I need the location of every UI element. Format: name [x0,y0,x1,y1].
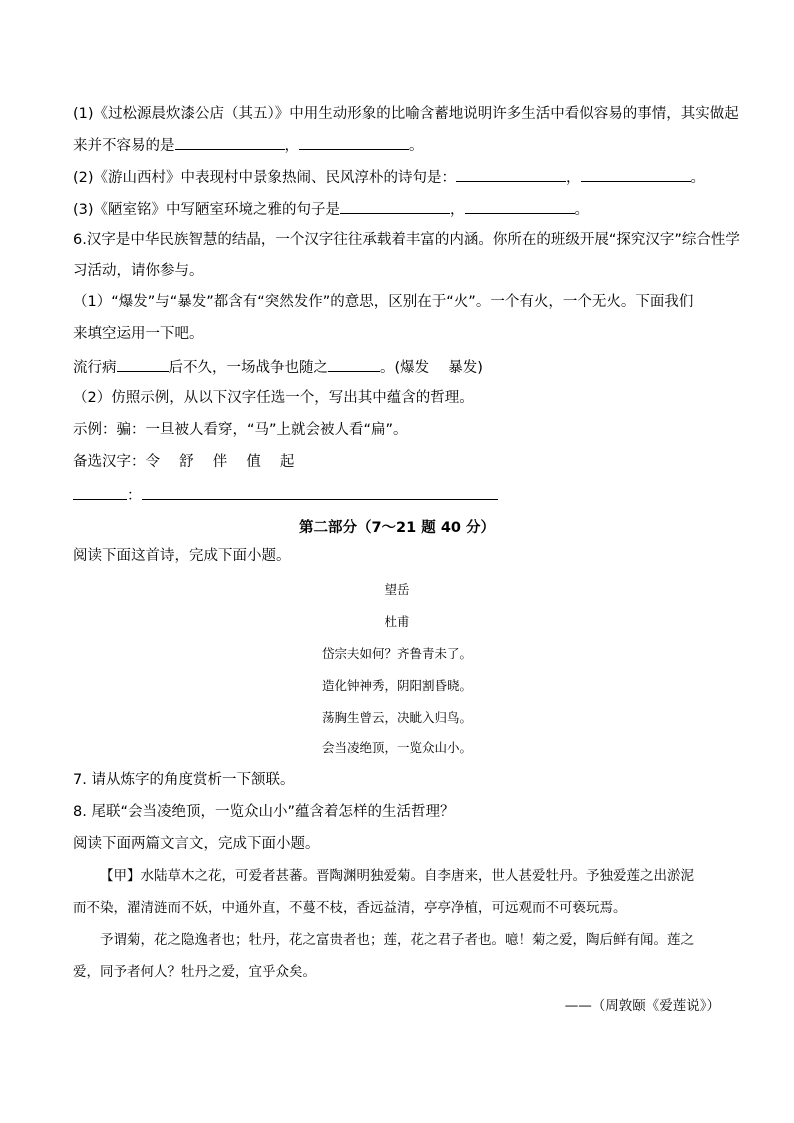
q5-item1-line1: (1)《过松源晨炊漆公店（其五）》中用生动形象的比喻含蓄地说明许多生活中看似容易的事情，其实做起 [73,106,739,122]
period: 。 [690,170,706,186]
passage-source: ——（周敦颐《爱莲说》） [564,998,720,1014]
answer-blank[interactable] [456,166,566,182]
q6-intro-line1: 6.汉字是中华民族智慧的结晶，一个汉字往往承载着丰富的内涵。你所在的班级开展“探究汉字”综合性学 [73,232,740,248]
answer-blank[interactable] [142,484,498,500]
poem-intro: 阅读下面这首诗，完成下面小题。 [73,548,291,564]
q5-item2-text: (2)《游山西村》中表现村中景象热闹、民风淳朴的诗句是： [73,170,457,186]
fill-part2: 后不久，一场战争也随之 [168,360,328,376]
answer-blank[interactable] [299,134,409,150]
poem-title: 望岳 [384,582,410,597]
answer-blank[interactable] [73,484,127,500]
q6-example-line: 示例：骗：一旦被人看穿，“马”上就会被人看“扁”。 [73,422,408,438]
period: 。 [574,202,590,218]
q5-item1-text: 来并不容易的是 [73,138,175,154]
comma: ， [284,138,299,154]
q6-sub1-line1: （1）“爆发”与“暴发”都含有“突然发作”的意思，区别在于“火”。一个有火，一个无火。下面我们 [73,294,694,310]
passage-jia-p1-line2: 而不染，濯清涟而不妖，中通外直，不蔓不枝，香远益清，亭亭净植，可远观而不可亵玩焉。 [73,900,627,916]
colon: ： [127,488,142,504]
poem-line-2: 造化钟神秀，阴阳割昏晓。 [321,678,472,693]
q6-fill-line [73,356,483,378]
question-8: 8. 尾联“会当凌绝顶，一览众山小”蕴含着怎样的生活哲理？ [73,804,455,820]
period: 。 [409,138,424,154]
poem-line-4: 会当凌绝顶，一览众山小。 [321,740,472,755]
poem-line-3: 荡胸生曾云，决眦入归鸟。 [321,710,472,725]
answer-blank[interactable] [340,198,450,214]
q5-item1-line2 [73,134,424,156]
comma: ， [566,170,581,186]
q6-candidates-line: 备选汉字：令 舒 伴 值 起 [73,454,295,470]
part2-heading: 第二部分（7～21 题 40 分） [298,520,496,536]
answer-blank[interactable] [117,356,169,372]
passage-jia-p1-line1: 【甲】水陆草木之花，可爱者甚蕃。晋陶渊明独爱菊。自李唐来，世人甚爱牡丹。予独爱莲之出淤泥 [100,868,694,884]
poem-line-1: 岱宗夫如何？齐鲁青未了。 [321,646,472,661]
comma: ， [450,202,465,218]
q5-item3-line [73,198,589,220]
passage-jia-p2-line2: 爱，同予者何人？牡丹之爱，宜乎众矣。 [73,964,316,980]
fill-part3: 。(爆发 暴发) [380,360,483,376]
question-7: 7. 请从炼字的角度赏析一下颔联。 [73,772,295,788]
passage-jia-p2-line1: 予谓菊，花之隐逸者也；牡丹，花之富贵者也；莲，花之君子者也。噫！菊之爱，陶后鲜有闻。莲之 [100,932,694,948]
fill-part1: 流行病 [73,360,117,376]
prose-intro: 阅读下面两篇文言文，完成下面小题。 [73,836,320,852]
answer-blank[interactable] [465,198,575,214]
answer-blank[interactable] [328,356,380,372]
answer-blank[interactable] [581,166,691,182]
q6-answer-line [73,484,498,506]
q5-item2-line [73,166,705,188]
q6-sub1-line2: 来填空运用一下吧。 [73,326,204,342]
answer-blank[interactable] [175,134,285,150]
poem-author: 杜甫 [384,614,410,629]
q5-item3-text: (3)《陋室铭》中写陋室环境之雅的句子是 [73,202,341,218]
q6-intro-line2: 习活动，请你参与。 [73,263,204,279]
q6-sub2-line: （2）仿照示例，从以下汉字任选一个，写出其中蕴含的哲理。 [73,390,474,406]
